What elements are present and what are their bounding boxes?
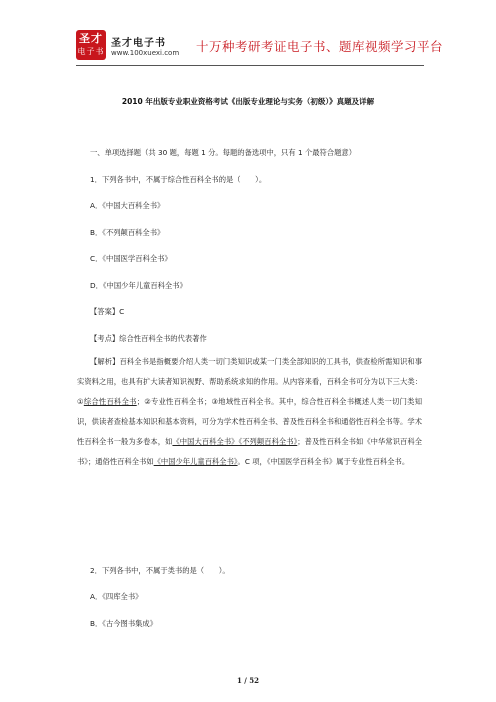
question-1-stem: 1．下列各书中，不属于综合性百科全书的是（ ）。 (90, 175, 267, 184)
explanation-underline-4: 《中国少年儿童百科全书》 (153, 457, 238, 466)
question-2-option-a: A．《四库全书》 (90, 592, 143, 601)
document-title: 2010 年出版专业职业资格考试《出版专业理论与实务（初级）》真题及详解 (121, 97, 375, 106)
explanation-text-3: ；普及性百科全书如《中华常识百科全书》；通俗性百科全书如 (77, 437, 423, 466)
question-1-option-d: D．《中国少年儿童百科全书》 (90, 281, 187, 290)
header-slogan: 十万种考研考证电子书、题库视频学习平台 (196, 39, 444, 54)
section-heading: 一、单项选择题（共 30 题，每题 1 分。每题的备选项中，只有 1 个最符合题意） (90, 148, 356, 157)
page-header (0, 0, 496, 70)
brand-url[interactable]: www.100xuexi.com (111, 49, 180, 57)
question-1-option-c: C．《中国医学百科全书》 (90, 254, 172, 263)
question-1-knowledge-point: 【考点】综合性百科全书的代表著作 (90, 334, 207, 343)
question-2-option-b: B．《古今图书集成》 (90, 619, 158, 628)
page-number: 1 / 52 (236, 676, 260, 685)
logo-text-bottom: 电子书 (77, 47, 105, 56)
explanation-text-2: ；②专业性百科全书；③地域性百科全书。其中，综合性百科全书概述人类一切门类知识，供读者查检基本知识和基本资料，可分为学术性百科全书、普及性百科全书和通俗性百科全书等。学术性百科全书一般为多卷本，如 (77, 397, 423, 446)
logo-text-top: 圣才 (79, 32, 103, 45)
brand-name: 圣才电子书 (111, 38, 166, 49)
explanation-text-4: 。C 项，《中国医学百科全书》属于专业性百科全书。 (237, 457, 410, 466)
explanation-underline-2: 《中国大百科全书》 (172, 437, 239, 446)
header-divider (76, 65, 424, 66)
explanation-underline-3: 《不列颠百科全书》 (238, 437, 298, 446)
question-1-option-a: A．《中国大百科全书》 (90, 201, 165, 210)
question-1-answer: 【答案】C (90, 307, 125, 316)
question-2-stem: 2．下列各书中，不属于类书的是（ ）。 (90, 566, 230, 575)
explanation-text-1: 【解析】百科全书是指概要介绍人类一切门类知识或某一门类全部知识的工具书，供查检所需知识和事实资料之用，也具有扩大读者知识视野、帮助系统求知的作用。从内容来看，百科全书可分为以下三大类：① (77, 357, 422, 406)
brand-logo[interactable] (76, 30, 106, 60)
question-1-explanation (77, 352, 422, 472)
explanation-underline-1: 综合性百科全书 (83, 397, 137, 406)
question-1-option-b: B．《不列颠百科全书》 (90, 228, 165, 237)
